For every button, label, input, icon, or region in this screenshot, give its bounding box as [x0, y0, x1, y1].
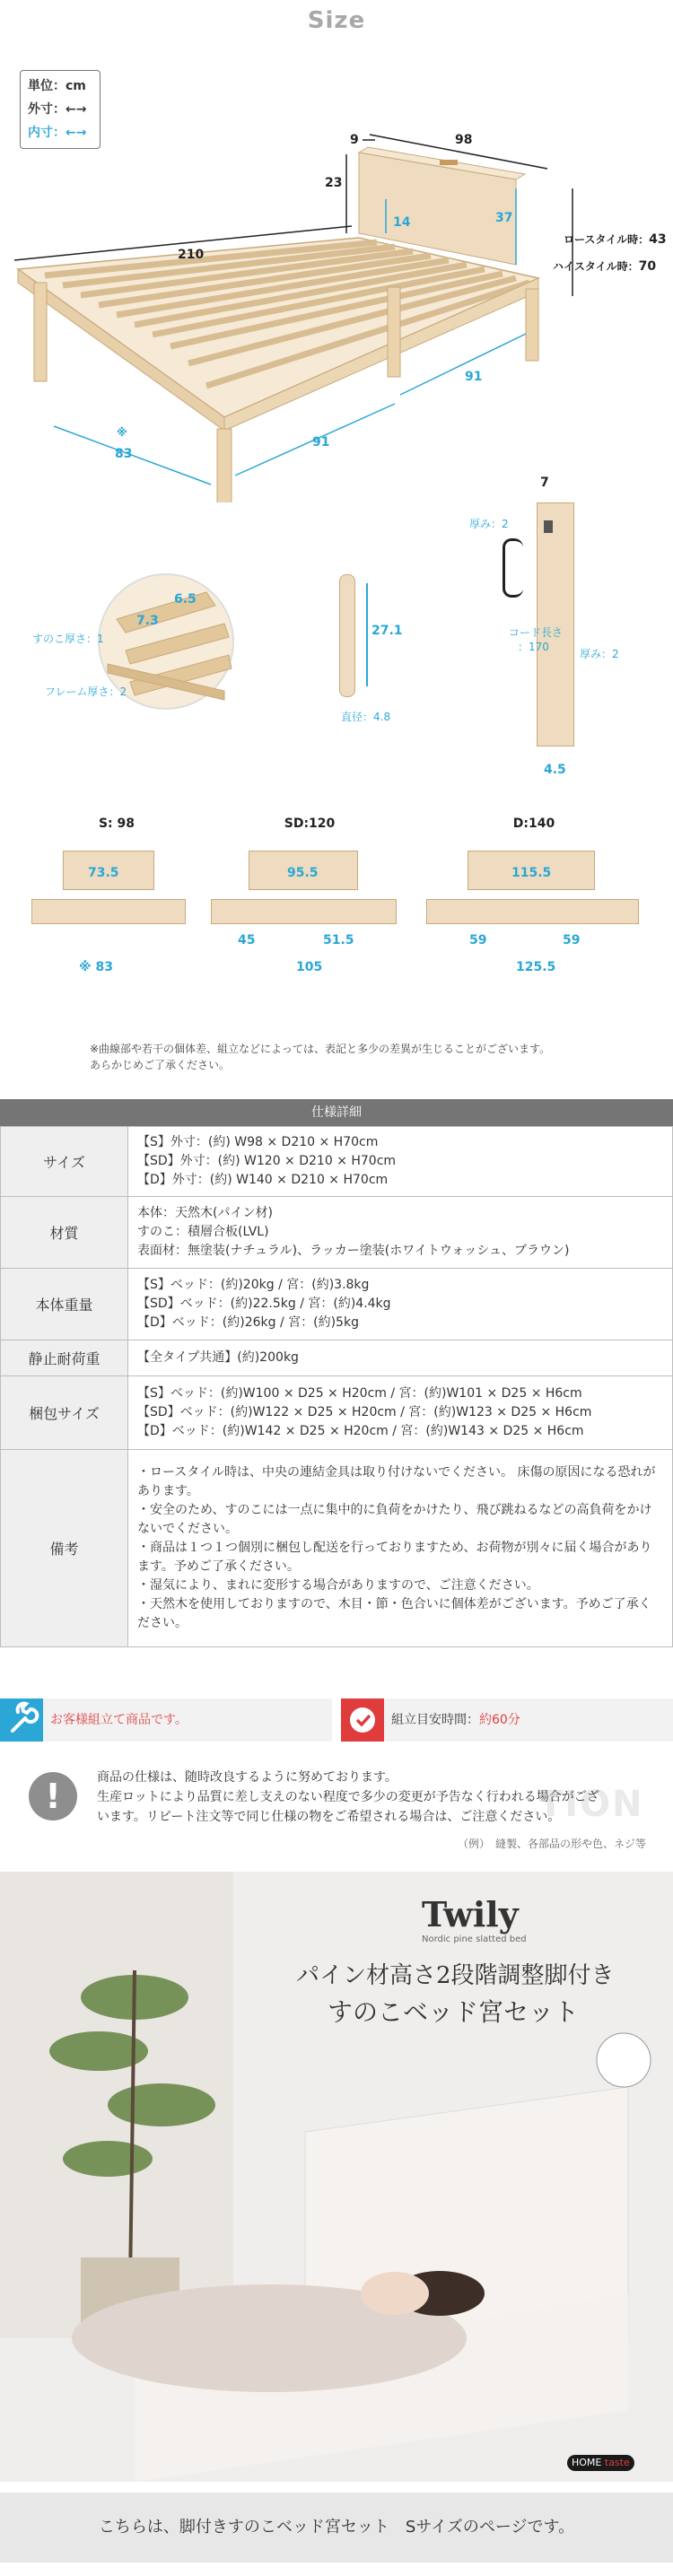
- low-style-dim: [564, 231, 667, 247]
- assembly-text: お客様組立て商品です。: [50, 1713, 188, 1727]
- dim-headboard-thickness: 9: [350, 133, 359, 147]
- spec-key: 梱包サイズ: [1, 1376, 128, 1450]
- spec-key: 備考: [1, 1450, 128, 1647]
- logo-taste: taste: [604, 2457, 630, 2468]
- variant-s: [27, 816, 206, 996]
- high-style-label: ハイスタイル時：: [553, 260, 639, 273]
- spec-value: 【S】ベッド：(約)20kg / 宮：(約)3.8kg 【SD】ベッド：(約)22.5kg / 宮：(約)4.4kg 【D】ベッド：(約)26kg / 宮：(約)5kg: [128, 1269, 673, 1340]
- assembly-time-bar: [341, 1698, 673, 1742]
- brand-name: Twily: [422, 1894, 519, 1934]
- spec-value: 【S】外寸：(約) W98 × D210 × H70cm 【SD】外寸：(約) W120 × D210 × H70cm 【D】外寸：(約) W140 × D210 × H70cm: [128, 1127, 673, 1197]
- slat-thickness: すのこ厚さ：1: [32, 633, 104, 645]
- product-photo: [0, 1872, 673, 2482]
- spec-table: [0, 1126, 673, 1647]
- spec-key: 材質: [1, 1197, 128, 1269]
- frame-thickness: フレーム厚さ：2: [45, 685, 127, 698]
- dim-side-91: 91: [465, 370, 483, 384]
- page-footer: こちらは、脚付きすのこベッド宮セット Sサイズのページです。: [0, 2493, 673, 2563]
- leg-diameter: 直径：4.8: [341, 711, 391, 723]
- dim-length: 210: [178, 248, 205, 262]
- dim-front-91: 91: [312, 435, 330, 450]
- logo-home: HOME: [572, 2457, 602, 2468]
- product-title-line1: パイン材高さ2段階調整脚付き: [296, 1962, 615, 1989]
- spec-title: 仕様詳細: [0, 1099, 673, 1126]
- caution-text: 商品の仕様は、随時改良するように努めております。 生産ロットにより品質に差し支えのない程度で多少の変更が予告なく行われる場合がございます。リピート注文等で同じ仕様の物をご希望される場合は、ご注意ください。: [97, 1770, 599, 1824]
- spec-value: 本体：天然木(パイン材) すのこ：積層合板(LVL) 表面材：無塗装(ナチュラル)、ラッカー塗装(ホワイトウォッシュ、ブラウン): [128, 1197, 673, 1269]
- spec-key: 静止耐荷重: [1, 1340, 128, 1376]
- high-style-dim: [553, 258, 656, 274]
- variant-sd-inner: 95.5: [287, 866, 319, 880]
- variant-sd-name: SD:120: [284, 816, 336, 831]
- variant-sd-split-2: 51.5: [323, 933, 354, 947]
- legend-outer-label: 外寸：: [28, 102, 66, 117]
- caution-watermark: TION: [538, 1784, 644, 1825]
- outer-arrow-icon: ←→: [66, 102, 87, 117]
- variant-s-inner: 73.5: [88, 866, 119, 880]
- assembly-time-value: 約60分: [479, 1713, 520, 1727]
- variant-sd-frame: [211, 899, 397, 924]
- assembly-time: [391, 1698, 520, 1742]
- dim-headboard-offset: 23: [325, 176, 343, 190]
- spec-row: [1, 1340, 673, 1376]
- variant-s-bottom: ※ 83: [79, 960, 113, 974]
- clock-icon: [341, 1698, 384, 1742]
- spec-row: [1, 1269, 673, 1340]
- outlet-thickness-top: 厚み：2: [469, 518, 509, 530]
- variant-s-name: S: 98: [98, 816, 135, 831]
- variant-d: [426, 816, 642, 996]
- brand-subtitle: Nordic pine slatted bed: [422, 1934, 527, 1944]
- leg-height-line: [366, 583, 368, 686]
- variant-sd-bottom: 105: [296, 960, 323, 974]
- spec-row: [1, 1376, 673, 1450]
- assembly-time-label: 組立目安時間：: [391, 1713, 479, 1727]
- variant-d-bottom: 125.5: [516, 960, 556, 974]
- assembly-bar: [0, 1698, 332, 1742]
- outlet-thickness-side: 厚み：2: [580, 648, 619, 660]
- variant-d-frame: [426, 899, 639, 924]
- low-style-value: 43: [649, 232, 667, 247]
- outlet-top-width: 7: [540, 476, 549, 490]
- cord-length-value: ：170: [518, 641, 549, 653]
- spec-key: サイズ: [1, 1127, 128, 1197]
- spec-row: [1, 1450, 673, 1647]
- spec-key: 本体重量: [1, 1269, 128, 1340]
- caution-example: （例） 縫製、各部品の形や色、ネジ等: [458, 1838, 647, 1850]
- dim-slat-73: 7.3: [136, 614, 159, 628]
- variant-s-frame: [31, 899, 186, 924]
- dim-headboard-37: 37: [495, 211, 513, 225]
- variant-d-split-1: 59: [469, 933, 487, 947]
- spec-row: [1, 1197, 673, 1269]
- dim-83-mark: ※: [117, 426, 127, 439]
- dim-slat-65: 6.5: [174, 592, 197, 607]
- size-note: ※曲線部や若干の個体差、組立などによっては、表記と多少の差異が生じることがございます。 あらかじめご了承ください。: [90, 1043, 551, 1071]
- cord-length-label: コード長さ: [509, 626, 564, 639]
- exclamation-icon: !: [29, 1772, 77, 1821]
- high-style-value: 70: [638, 259, 657, 274]
- outlet-socket-icon: [544, 520, 553, 533]
- legend-inner-label: 内寸：: [28, 126, 66, 140]
- dim-headboard-14: 14: [393, 215, 411, 230]
- variant-d-inner: 115.5: [511, 866, 552, 880]
- leg-illustration: [339, 574, 355, 697]
- variant-d-split-2: 59: [563, 933, 581, 947]
- spec-value: ・ロースタイル時は、中央の連結金具は取り付けないでください。 床傷の原因になる恐れがあります。 ・安全のため、すのこには一点に集中的に負荷をかけたり、飛び跳ねるなどの高負荷をかけないでください。 ・商品は１つ１つ個別に梱包し配送を行っておりますため、お荷物が別々に届く場合があります。予めご了承ください。 ・湿気により、まれに変形する場合がありますので、ご注意ください。 ・天然木を使用しておりますので、木目・節・色合いに個体差がございます。予めご了承ください。: [128, 1450, 673, 1647]
- legend-unit: 単位：cm: [28, 79, 86, 93]
- variant-sd: [211, 816, 408, 996]
- variant-d-name: D:140: [512, 816, 555, 831]
- outlet-bottom-width: 4.5: [544, 763, 566, 777]
- wrench-icon: [0, 1698, 43, 1742]
- low-style-label: ロースタイル時：: [564, 233, 650, 246]
- spec-value: 【S】ベッド：(約)W100 × D25 × H20cm / 宮：(約)W101 × D25 × H6cm 【SD】ベッド：(約)W122 × D25 × H20cm / 宮：(約)W123 × D25 × H6cm 【D】ベッド：(約)W142 × D25 × H20cm / 宮：(約)W143 × D25 × H6cm: [128, 1376, 673, 1450]
- leg-height: 27.1: [371, 624, 403, 638]
- spec-value: 【全タイプ共通】(約)200kg: [128, 1340, 673, 1376]
- power-cord-icon: [503, 538, 523, 598]
- dim-headboard-width: 98: [455, 133, 473, 147]
- spec-row: [1, 1127, 673, 1197]
- product-title-line2: すのこベッド宮セット: [328, 1997, 580, 2027]
- inner-arrow-icon: ←→: [66, 126, 87, 140]
- main-bed-illustration: [0, 54, 673, 502]
- brand-logo: [567, 2455, 634, 2471]
- size-title: Size: [307, 7, 366, 34]
- dim-front-83: 83: [115, 447, 133, 461]
- variant-sd-split-1: 45: [238, 933, 256, 947]
